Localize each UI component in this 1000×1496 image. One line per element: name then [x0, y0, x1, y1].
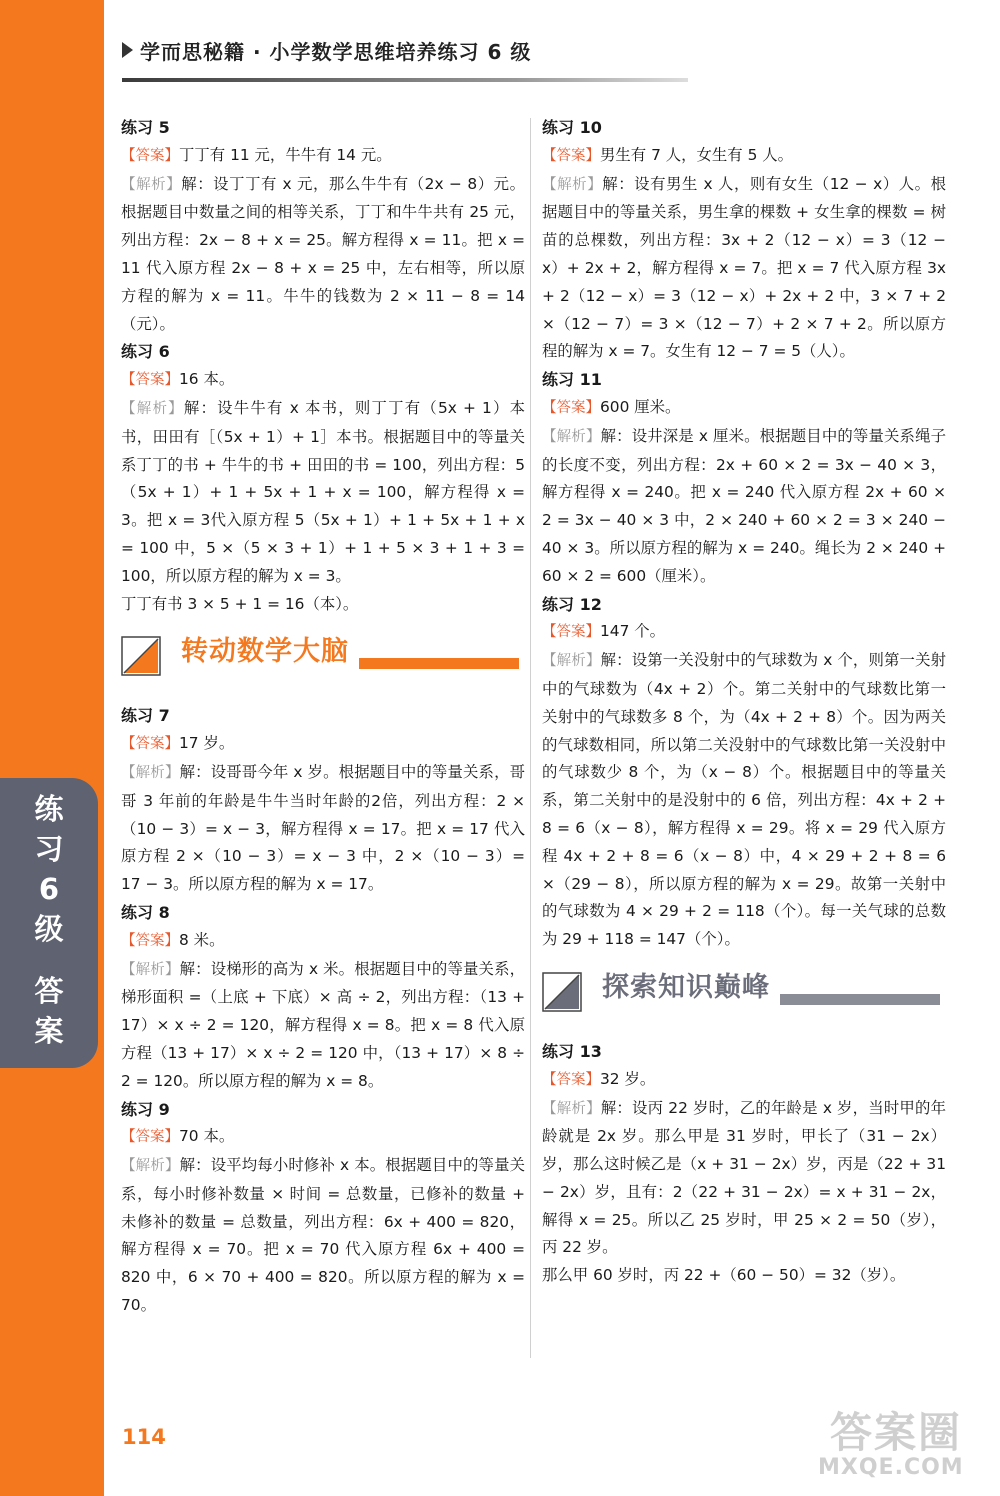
answer-tag: 【答案】	[121, 932, 179, 949]
answer-text: 男生有 7 人，女生有 5 人。	[600, 145, 794, 164]
analysis-text: 解：设第一关没射中的气球数为 x 个，则第一关射中的气球数为（4x + 2）个。第二关射中的气球数比第一关射中的气球数多 8 个，为（4x + 2 + 8）个。因为两关的气球数相同，所以第二关没射中的气球数比第一关没射中的气球数少 8 个，为（x − 8）个。根据题目中的等量关系，第二关射中的是没射中的 6 倍，列出方程：4x + 2 + 8 = 6（x − 8），解方程得 x = 29。将 x = 29 代入原方程 4x + 2 + 8 = 6（x − 8）中，4 × 29 + 2 + 8 = 6 ×（29 − 8），所以原方程的解为 x = 29。故第一关射中的气球数为 4 × 29 + 2 = 118（个）。每一关气球的总数为 29 + 118 = 147（个）。	[542, 651, 946, 949]
page-number: 114	[122, 1425, 166, 1449]
answer-tag: 【答案】	[121, 372, 179, 389]
answer-text: 8 米。	[179, 930, 225, 949]
analysis-text: 解：设平均每小时修补 x 本。根据题目中的等量关系，每小时修补数量 × 时间 = 总数量，已修补的数量 + 未修补的数量 = 总数量，列出方程：6x + 400 = 820，解方程得 x = 70。把 x = 70 代入原方程 6x + 400 = 820 中，6 × 70 + 400 = 820。所以原方程的解为 x = 70。	[121, 1156, 525, 1315]
analysis-text: 解：设哥哥今年 x 岁。根据题目中的等量关系，哥哥 3 年前的年龄是牛牛当时年龄的2倍，列出方程：2 ×（10 − 3）= x − 3，解方程得 x = 17。把 x = 17 代入原方程 2 ×（10 − 3）= x − 3 中，2 ×（10 − 3）= 17 − 3。所以原方程的解为 x = 17。	[121, 762, 525, 894]
side-tab-char: 答	[34, 974, 64, 1008]
answer-text: 32 岁。	[600, 1069, 656, 1088]
analysis-tag: 【解析】	[542, 428, 601, 445]
analysis-extra: 丁丁有书 3 × 5 + 1 = 16（本）。	[121, 594, 359, 613]
answer-tag: 【答案】	[542, 624, 600, 641]
analysis-tag: 【解析】	[121, 1158, 180, 1175]
analysis-tag: 【解析】	[121, 764, 180, 781]
analysis-paragraph	[542, 1095, 946, 1263]
answer-text: 147 个。	[600, 622, 666, 641]
answer-line	[542, 1066, 946, 1095]
answer-line	[121, 1123, 525, 1152]
answer-line	[121, 142, 525, 171]
answer-tag: 【答案】	[121, 736, 179, 753]
analysis-text: 解：设牛牛有 x 本书，则丁丁有（5x + 1）本书，田田有［（5x + 1）+ 1］本书。根据题目中的等量关系丁丁的书 + 牛牛的书 + 田田的书 = 100，列出方程：5（5x + 1）+ 1 + 5x + 1 + x = 100，解方程得 x = 3。把 x = 3代入原方程 5（5x + 1）+ 1 + 5x + 1 + x = 100 中，5 ×（5 × 3 + 1）+ 1 + 5 × 3 + 1 + 3 = 100，所以原方程的解为 x = 3。	[121, 398, 526, 585]
exercise-title: 练习 6	[121, 342, 170, 362]
answer-line	[121, 730, 525, 759]
analysis-text: 解：设井深是 x 厘米。根据题目中的等量关系绳子的长度不变，列出方程：2x + 60 × 2 = 3x − 40 × 3，解方程得 x = 240。把 x = 240 代入原方程 2x + 60 × 2 = 3x − 40 × 3 中，2 × 240 + 60 × 2 = 3 × 240 − 40 × 3。所以原方程的解为 x = 240。绳长为 2 × 240 + 60 × 2 = 600（厘米）。	[542, 426, 946, 585]
analysis-tag: 【解析】	[121, 400, 184, 417]
side-tab-char: 案	[34, 1014, 64, 1048]
answer-tag: 【答案】	[542, 399, 600, 416]
analysis-paragraph	[121, 171, 525, 339]
answer-line	[542, 394, 946, 423]
analysis-paragraph	[121, 759, 525, 899]
orange-side-strip	[0, 0, 104, 1496]
answer-text: 16 本。	[179, 370, 235, 389]
answer-line	[121, 927, 525, 956]
exercise-title: 练习 9	[121, 1099, 170, 1119]
answer-text: 丁丁有 11 元，牛牛有 14 元。	[179, 145, 392, 164]
section-heading	[121, 628, 525, 698]
side-tab-char: 级	[34, 912, 64, 946]
answer-tag: 【答案】	[542, 147, 600, 164]
analysis-text: 解：设有男生 x 人，则有女生（12 − x）人。根据题目中的等量关系，男生拿的棵数 + 女生拿的棵数 = 树苗的总棵数，列出方程：3x + 2（12 − x）= 3（12 − x）+ 2x + 2，解方程得 x = 7。把 x = 7 代入原方程 3x + 2（12 − x）= 3（12 − x）+ 2x + 2 中，3 × 7 + 2 ×（12 − 7）= 3 ×（12 − 7）+ 2 × 7 + 2。所以原方程的解为 x = 7。女生有 12 − 7 = 5（人）。	[542, 174, 947, 361]
analysis-text: 解：设梯形的高为 x 米。根据题目中的等量关系，梯形面积 =（上底 + 下底）× 高 ÷ 2，列出方程：（13 + 17）× x ÷ 2 = 120，解方程得 x = 8。把 x = 8 代入原方程（13 + 17）× x ÷ 2 = 120 中，（13 + 17）× 8 ÷ 2 = 120。所以原方程的解为 x = 8。	[121, 959, 525, 1090]
section-title: 转动数学大脑	[181, 636, 349, 668]
exercise-title: 练习 10	[542, 118, 602, 137]
exercise-title: 练习 12	[542, 594, 602, 614]
triangle-emblem-icon	[121, 636, 161, 676]
chapter-side-tab	[0, 778, 98, 1068]
exercise-title: 练习 13	[542, 1041, 602, 1061]
analysis-paragraph	[121, 1152, 525, 1320]
column-divider	[530, 118, 531, 1358]
analysis-tag: 【解析】	[542, 653, 601, 670]
exercise-title: 练习 5	[121, 118, 170, 137]
answer-tag: 【答案】	[542, 1071, 600, 1088]
answer-text: 70 本。	[179, 1127, 235, 1146]
side-tab-char: 练	[34, 792, 64, 826]
side-tab-char: 6	[38, 872, 60, 906]
header-title: 学而思秘籍 · 小学数学思维培养练习 6 级	[140, 40, 532, 64]
answer-tag: 【答案】	[121, 147, 179, 164]
right-column	[542, 114, 946, 1290]
analysis-paragraph	[121, 395, 525, 591]
section-heading	[542, 964, 946, 1034]
answer-text: 17 岁。	[179, 734, 235, 753]
analysis-paragraph	[542, 423, 946, 591]
section-bar	[780, 994, 940, 1005]
play-arrow-icon	[122, 42, 133, 58]
analysis-paragraph	[542, 171, 946, 367]
section-title: 探索知识巅峰	[602, 971, 770, 1003]
watermark	[818, 1400, 990, 1490]
analysis-extra: 那么甲 60 岁时，丙 22 +（60 − 50）= 32（岁）。	[542, 1266, 906, 1285]
answer-line	[542, 142, 946, 171]
watermark-logo-text: 答案圈	[830, 1408, 963, 1457]
analysis-paragraph	[542, 647, 946, 954]
side-tab-char: 习	[34, 832, 64, 866]
triangle-emblem-icon	[542, 972, 582, 1012]
analysis-text: 解：设丙 22 岁时，乙的年龄是 x 岁，当时甲的年龄就是 2x 岁。那么甲是 31 岁时，甲长了（31 − 2x）岁，那么这时候乙是（x + 31 − 2x）岁，丙是（22 + 31 − 2x）岁，且有：2（22 + 31 − 2x）= x + 31 − 2x，解得 x = 25。所以乙 25 岁时，甲 25 × 2 = 50（岁），丙 22 岁。	[542, 1098, 947, 1257]
exercise-title: 练习 8	[121, 902, 170, 922]
analysis-tag: 【解析】	[542, 176, 603, 193]
watermark-url: MXQE.COM	[818, 1455, 964, 1480]
exercise-title: 练习 7	[121, 706, 170, 726]
analysis-tag: 【解析】	[542, 1100, 601, 1117]
header-rule	[122, 78, 688, 82]
analysis-text: 解：设丁丁有 x 元，那么牛牛有（2x − 8）元。根据题目中数量之间的相等关系，丁丁和牛牛共有 25 元，列出方程：2x − 8 + x = 25。解方程得 x = 11。把 x = 11 代入原方程 2x − 8 + x = 25 中，左右相等，所以原方程的解为 x = 11。牛牛的钱数为 2 × 11 − 8 = 14（元）。	[121, 174, 526, 333]
answer-text: 600 厘米。	[600, 397, 681, 416]
answer-line	[121, 366, 525, 395]
section-bar	[359, 658, 519, 669]
analysis-tag: 【解析】	[121, 961, 180, 978]
answer-tag: 【答案】	[121, 1129, 179, 1146]
answer-line	[542, 618, 946, 647]
analysis-paragraph	[121, 956, 525, 1096]
analysis-tag: 【解析】	[121, 176, 182, 193]
exercise-title: 练习 11	[542, 370, 602, 390]
left-column	[121, 114, 525, 1320]
